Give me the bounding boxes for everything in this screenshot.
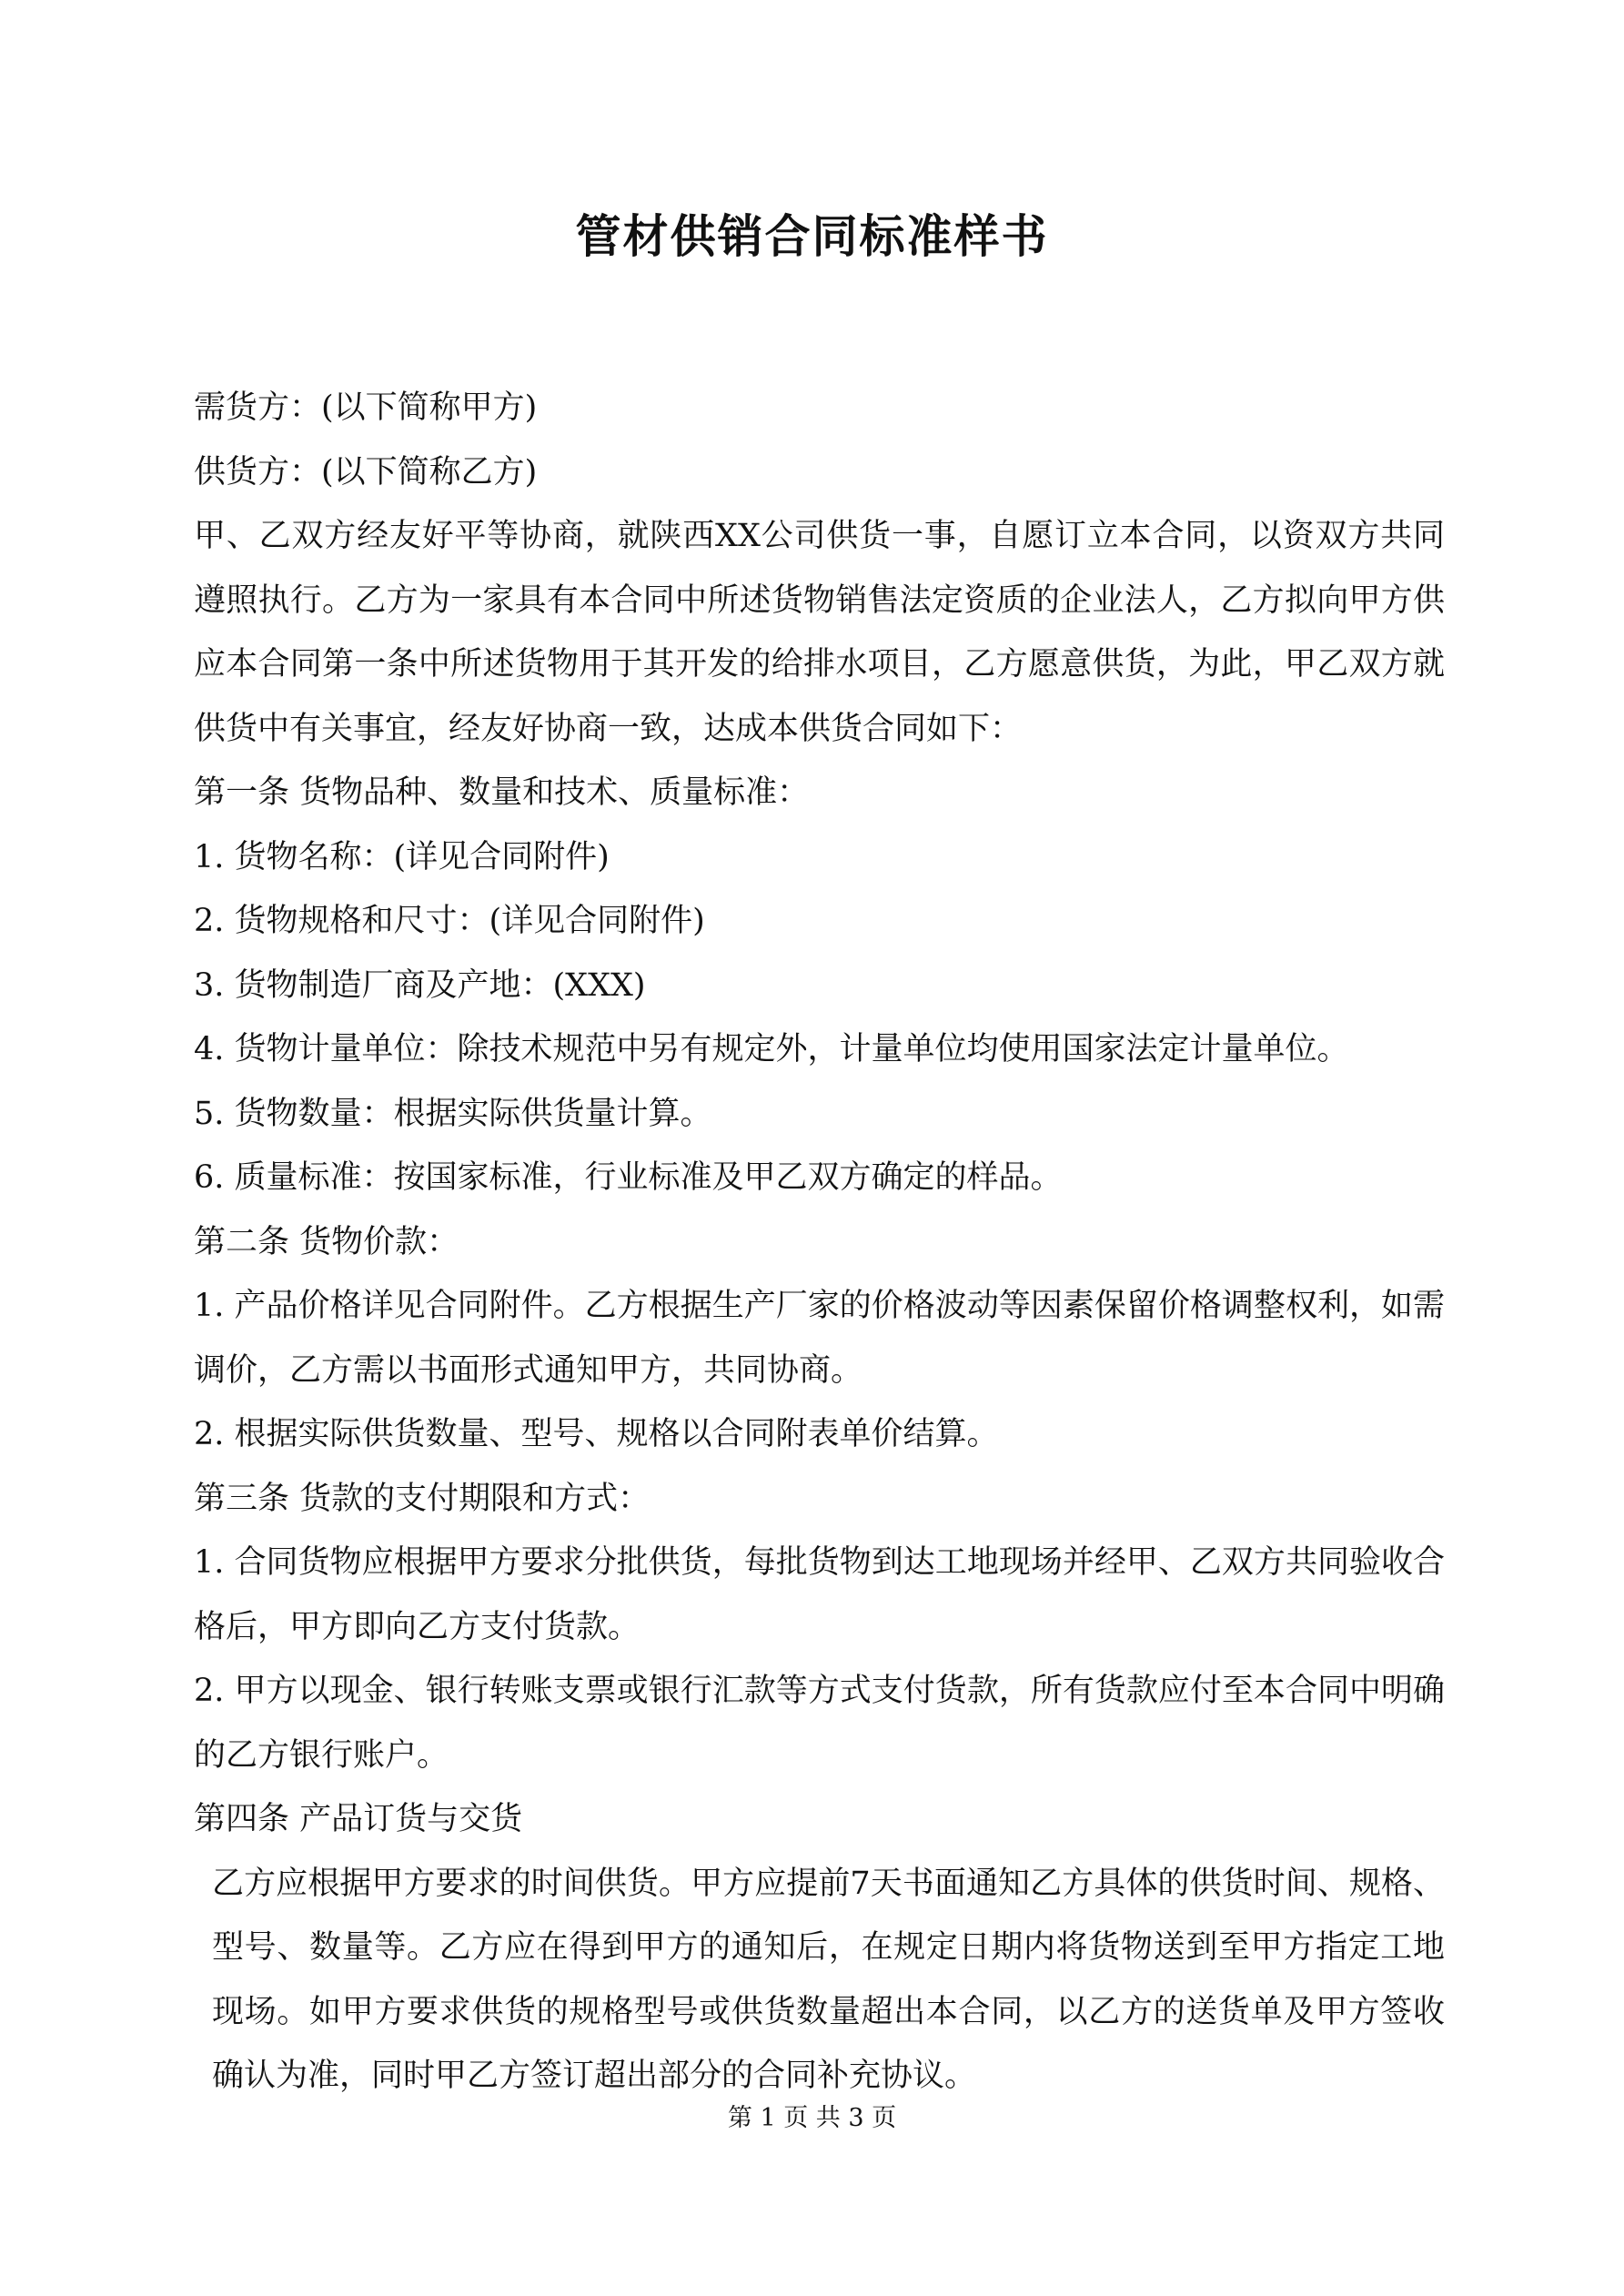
party-a-line: 需货方：(以下简称甲方): [194, 389, 538, 426]
article-1-heading: 第一条 货物品种、数量和技术、质量标准：: [194, 774, 810, 811]
article-1-item-2: 2. 货物规格和尺寸：(详见合同附件): [194, 903, 705, 939]
article-1-item-5: 5. 货物数量：根据实际供货量计算。: [194, 1095, 712, 1132]
page-footer: 第 1 页 共 3 页: [727, 2104, 897, 2132]
article-2-heading: 第二条 货物价款：: [194, 1223, 459, 1260]
preamble-paragraph: 甲、乙双方经友好平等协商，就陕西XX公司供货一事，自愿订立本合同，以资双方共同遵照执行。乙方为一家具有本合同中所述货物销售法定资质的企业法人，乙方拟向甲方供应本合同第一条中所述货物用于其开发的给排水项目，乙方愿意供货，为此，甲乙双方就供货中有关事宜，经友好协商一致，达成本供货合同如下：: [194, 518, 1445, 747]
party-b-line: 供货方：(以下简称乙方): [194, 453, 538, 491]
article-1-item-6: 6. 质量标准：按国家标准，行业标准及甲乙双方确定的样品。: [194, 1159, 1063, 1196]
article-4-heading: 第四条 产品订货与交货: [194, 1801, 523, 1837]
article-4-paragraph: 乙方应根据甲方要求的时间供货。甲方应提前7天书面通知乙方具体的供货时间、规格、型号、数量等。乙方应在得到甲方的通知后，在规定日期内将货物送到至甲方指定工地现场。如甲方要求供货的规格型号或供货数量超出本合同，以乙方的送货单及甲方签收确认为准，同时甲乙方签订超出部分的合同补充协议。: [212, 1865, 1445, 2094]
article-1-item-1: 1. 货物名称：(详见合同附件): [194, 838, 610, 875]
article-2-item-1: 1. 产品价格详见合同附件。乙方根据生产厂家的价格波动等因素保留价格调整权利，如需调价，乙方需以书面形式通知甲方，共同协商。: [194, 1288, 1445, 1389]
article-1-item-4: 4. 货物计量单位：除技术规范中另有规定外，计量单位均使用国家法定计量单位。: [194, 1031, 1349, 1067]
article-1-item-3: 3. 货物制造厂商及产地：(XXX): [194, 966, 646, 1004]
article-2-item-2: 2. 根据实际供货数量、型号、规格以合同附表单价结算。: [194, 1416, 999, 1452]
article-3-heading: 第三条 货款的支付期限和方式：: [194, 1480, 651, 1517]
article-3-item-1: 1. 合同货物应根据甲方要求分批供货，每批货物到达工地现场并经甲、乙双方共同验收合格后，甲方即向乙方支付货款。: [194, 1544, 1445, 1645]
article-3-item-2: 2. 甲方以现金、银行转账支票或银行汇款等方式支付货款，所有货款应付至本合同中明确的乙方银行账户。: [194, 1673, 1445, 1774]
document-title: 管材供销合同标准样书: [575, 209, 1049, 263]
document-body: [194, 376, 1445, 2109]
